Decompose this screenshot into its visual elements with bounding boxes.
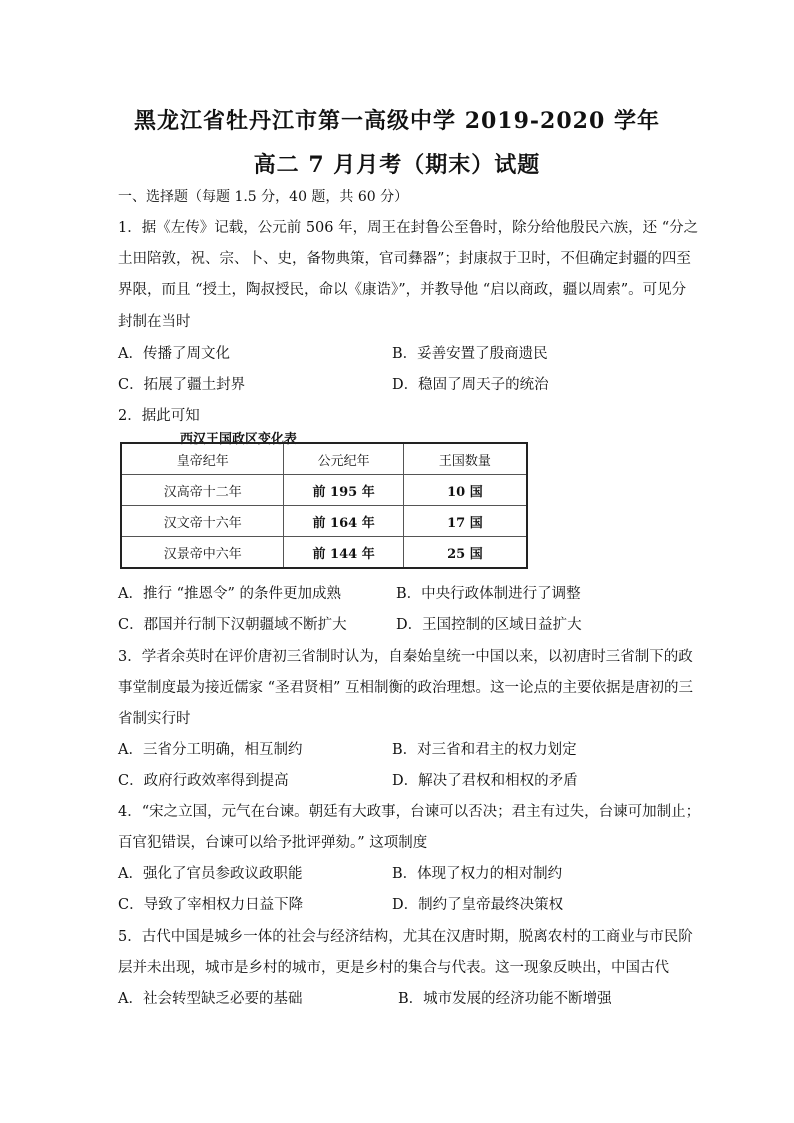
table-cell: 汉景帝中六年 — [121, 537, 284, 569]
question-5-option-a[interactable]: A．社会转型缺乏必要的基础 — [118, 991, 303, 1007]
table-header-row — [121, 443, 527, 475]
table-row — [121, 537, 527, 569]
question-4-option-c[interactable]: C．导致了宰相权力日益下降 — [118, 897, 304, 913]
table-header-cell: 皇帝纪年 — [121, 443, 284, 475]
question-2-line-1: 2．据此可知 — [118, 408, 200, 424]
question-4-option-d[interactable]: D．制约了皇帝最终决策权 — [392, 897, 564, 913]
question-2-option-a[interactable]: A．推行 “推恩令” 的条件更加成熟 — [118, 586, 342, 602]
question-1-option-c[interactable]: C．拓展了疆土封界 — [118, 377, 246, 393]
question-3-option-b[interactable]: B．对三省和君主的权力划定 — [392, 742, 577, 758]
table-cell: 前 164 年 — [284, 506, 403, 537]
question-3-line-1: 3．学者余英时在评价唐初三省制时认为，自秦始皇统一中国以来，以初唐时三省制下的政 — [118, 649, 693, 665]
question-3-line-3: 省制实行时 — [118, 711, 191, 727]
question-5-line-2: 层并未出现，城市是乡村的城市，更是乡村的集合与代表。这一现象反映出，中国古代 — [118, 960, 669, 976]
table-cell: 10 国 — [403, 475, 527, 506]
section-heading: 一、选择题（每题 1.5 分，40 题，共 60 分） — [118, 189, 409, 205]
table-header-cell: 王国数量 — [403, 443, 527, 475]
question-3-option-c[interactable]: C．政府行政效率得到提高 — [118, 773, 289, 789]
table-cell: 25 国 — [403, 537, 527, 569]
question-4-option-b[interactable]: B．体现了权力的相对制约 — [392, 866, 563, 882]
table-row — [121, 506, 527, 537]
question-1-option-d[interactable]: D．稳固了周天子的统治 — [392, 377, 549, 393]
table-header-cell: 公元纪年 — [284, 443, 403, 475]
table-caption: 西汉王国政区变化表 — [180, 432, 298, 447]
question-2-option-d[interactable]: D．王国控制的区域日益扩大 — [396, 617, 582, 633]
question-3-line-2: 事堂制度最为接近儒家 “圣君贤相” 互相制衡的政治理想。这一论点的主要依据是唐初的三 — [118, 680, 694, 696]
table-cell: 17 国 — [403, 506, 527, 537]
question-1-line-3: 界限，而且 “授土，陶叔授民，命以《康诰》”，并教导他 “启以商政，疆以周索”。可见分 — [118, 282, 687, 298]
table-row — [121, 475, 527, 506]
question-3-option-d[interactable]: D．解决了君权和相权的矛盾 — [392, 773, 578, 789]
question-3-option-a[interactable]: A．三省分工明确，相互制约 — [118, 742, 303, 758]
exam-title-line2: 高二 7 月月考（期末）试题 — [253, 152, 541, 178]
exam-title-line1: 黑龙江省牡丹江市第一高级中学 2019-2020 学年 — [134, 108, 660, 134]
table-cell: 汉文帝十六年 — [121, 506, 284, 537]
question-5-line-1: 5．古代中国是城乡一体的社会与经济结构，尤其在汉唐时期，脱离农村的工商业与市民阶 — [118, 929, 693, 945]
question-2-option-b[interactable]: B．中央行政体制进行了调整 — [396, 586, 581, 602]
table-cell: 前 195 年 — [284, 475, 403, 506]
question-4-line-1: 4．“宋之立国，元气在台谏。朝廷有大政事，台谏可以否决；君主有过失，台谏可加制止； — [118, 804, 701, 820]
question-5-option-b[interactable]: B．城市发展的经济功能不断增强 — [398, 991, 612, 1007]
question-4-option-a[interactable]: A．强化了官员参政议政职能 — [118, 866, 303, 882]
question-1-line-1: 1．据《左传》记载，公元前 506 年，周王在封鲁公至鲁时，除分给他殷民六族，还 “分之 — [118, 220, 699, 236]
table-cell: 汉高帝十二年 — [121, 475, 284, 506]
data-table — [120, 442, 528, 569]
question-1-line-2: 土田陪敦，祝、宗、卜、史，备物典策，官司彝器”；封康叔于卫时，不但确定封疆的四至 — [118, 251, 691, 267]
question-2-option-c[interactable]: C．郡国并行制下汉朝疆域不断扩大 — [118, 617, 347, 633]
question-1-option-a[interactable]: A．传播了周文化 — [118, 346, 230, 362]
question-1-option-b[interactable]: B．妥善安置了殷商遗民 — [392, 346, 548, 362]
question-4-line-2: 百官犯错误，台谏可以给予批评弹劾。” 这项制度 — [118, 835, 428, 851]
table-cell: 前 144 年 — [284, 537, 403, 569]
question-1-line-4: 封制在当时 — [118, 314, 191, 330]
